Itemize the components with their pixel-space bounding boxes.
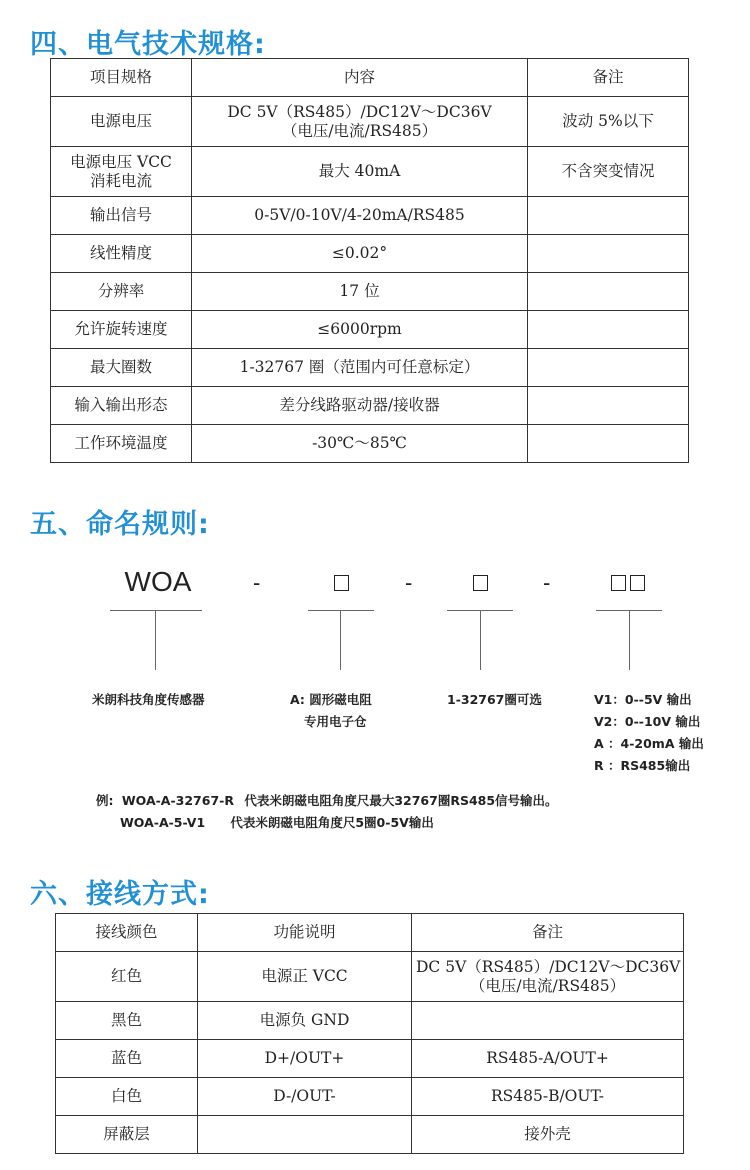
wire-note: 接外壳: [412, 1116, 684, 1154]
code-connector: [480, 610, 481, 670]
example-code: WOA-A-5-V1: [120, 815, 206, 830]
spec-item: 电源电压: [51, 97, 192, 147]
wire-function: 电源负 GND: [198, 1002, 412, 1040]
spec-item: 允许旋转速度: [51, 311, 192, 349]
wire-note: RS485-A/OUT+: [412, 1040, 684, 1078]
wiring-row: [56, 1078, 684, 1116]
spec-item: 线性精度: [51, 235, 192, 273]
wiring-header-note: 备注: [412, 914, 684, 952]
code-connector: [340, 610, 341, 670]
spec-item: 输出信号: [51, 197, 192, 235]
wiring-header-color: 接线颜色: [56, 914, 198, 952]
code-connector: [155, 610, 156, 670]
specs-section-title: 四、电气技术规格:: [30, 29, 266, 60]
spec-content: 最大 40mA: [192, 147, 528, 197]
wiring-row: [56, 1002, 684, 1040]
spec-content: ≤0.02°: [192, 235, 528, 273]
wire-color: 红色: [56, 952, 198, 1002]
code-output-slot: [596, 574, 660, 592]
wiring-table: [55, 913, 684, 1154]
wire-function: D+/OUT+: [198, 1040, 412, 1078]
spec-content: -30℃～85℃: [192, 425, 528, 463]
desc-turns: 1-32767圈可选: [447, 692, 542, 707]
spec-content: 1-32767 圈（范围内可任意标定）: [192, 349, 528, 387]
placeholder-box-icon: [630, 575, 645, 591]
wire-function: [198, 1116, 412, 1154]
wiring-row: [56, 1040, 684, 1078]
code-connector: [629, 610, 630, 670]
code-underline: [308, 610, 374, 611]
wiring-section-title: 六、接线方式:: [30, 879, 210, 910]
code-prefix: WOA: [124, 566, 192, 597]
desc-type: A: 圆形磁电阻 专用电子仓: [290, 692, 372, 729]
placeholder-box-icon: [473, 575, 488, 591]
code-underline: [110, 610, 202, 611]
wire-color: 蓝色: [56, 1040, 198, 1078]
code-type-slot: [315, 574, 367, 592]
wire-color: 黑色: [56, 1002, 198, 1040]
example-text: 代表米朗磁电阻角度尺最大32767圈RS485信号输出。: [244, 793, 558, 808]
spec-content: ≤6000rpm: [192, 311, 528, 349]
wire-function: D-/OUT-: [198, 1078, 412, 1116]
spec-content: 0-5V/0-10V/4-20mA/RS485: [192, 197, 528, 235]
spec-item: 电源电压 VCC 消耗电流: [51, 147, 192, 197]
spec-item: 分辨率: [51, 273, 192, 311]
wiring-header-row: [56, 914, 684, 952]
spec-note: 不含突变情况: [528, 147, 689, 197]
wire-color: 屏蔽层: [56, 1116, 198, 1154]
example-code: WOA-A-32767-R: [121, 793, 234, 808]
code-separator: -: [253, 570, 261, 595]
example-text: 代表米朗磁电阻角度尺5圈0-5V输出: [230, 815, 434, 830]
naming-section-title: 五、命名规则:: [30, 509, 210, 540]
spec-content: 17 位: [192, 273, 528, 311]
spec-item: 最大圈数: [51, 349, 192, 387]
wire-note: DC 5V（RS485）/DC12V～DC36V （电压/电流/RS485）: [412, 952, 684, 1002]
example-label: 例:: [96, 793, 114, 808]
wiring-row: [56, 1116, 684, 1154]
wiring-header-function: 功能说明: [198, 914, 412, 952]
wire-note: RS485-B/OUT-: [412, 1078, 684, 1116]
spec-content: DC 5V（RS485）/DC12V～DC36V （电压/电流/RS485）: [192, 97, 528, 147]
wire-function: 电源正 VCC: [198, 952, 412, 1002]
spec-item: 工作环境温度: [51, 425, 192, 463]
code-separator: -: [543, 570, 551, 595]
spec-note: 波动 5%以下: [528, 97, 689, 147]
wire-color: 白色: [56, 1078, 198, 1116]
placeholder-box-icon: [611, 575, 626, 591]
code-turns-slot: [454, 574, 506, 592]
spec-content: 差分线路驱动器/接收器: [192, 387, 528, 425]
desc-prefix: 米朗科技角度传感器: [92, 692, 205, 707]
code-separator: -: [405, 570, 413, 595]
spec-header-content: 内容: [192, 59, 528, 97]
spec-header-item: 项目规格: [51, 59, 192, 97]
wiring-row: [56, 952, 684, 1002]
spec-item: 输入输出形态: [51, 387, 192, 425]
spec-header-note: 备注: [528, 59, 689, 97]
example-block: [96, 790, 558, 834]
placeholder-box-icon: [334, 575, 349, 591]
wire-note: [412, 1002, 684, 1040]
desc-output: V1：0--5V 输出 V2：0--10V 输出 A ：4-20mA 输出 R ：RS485输出: [594, 692, 704, 773]
